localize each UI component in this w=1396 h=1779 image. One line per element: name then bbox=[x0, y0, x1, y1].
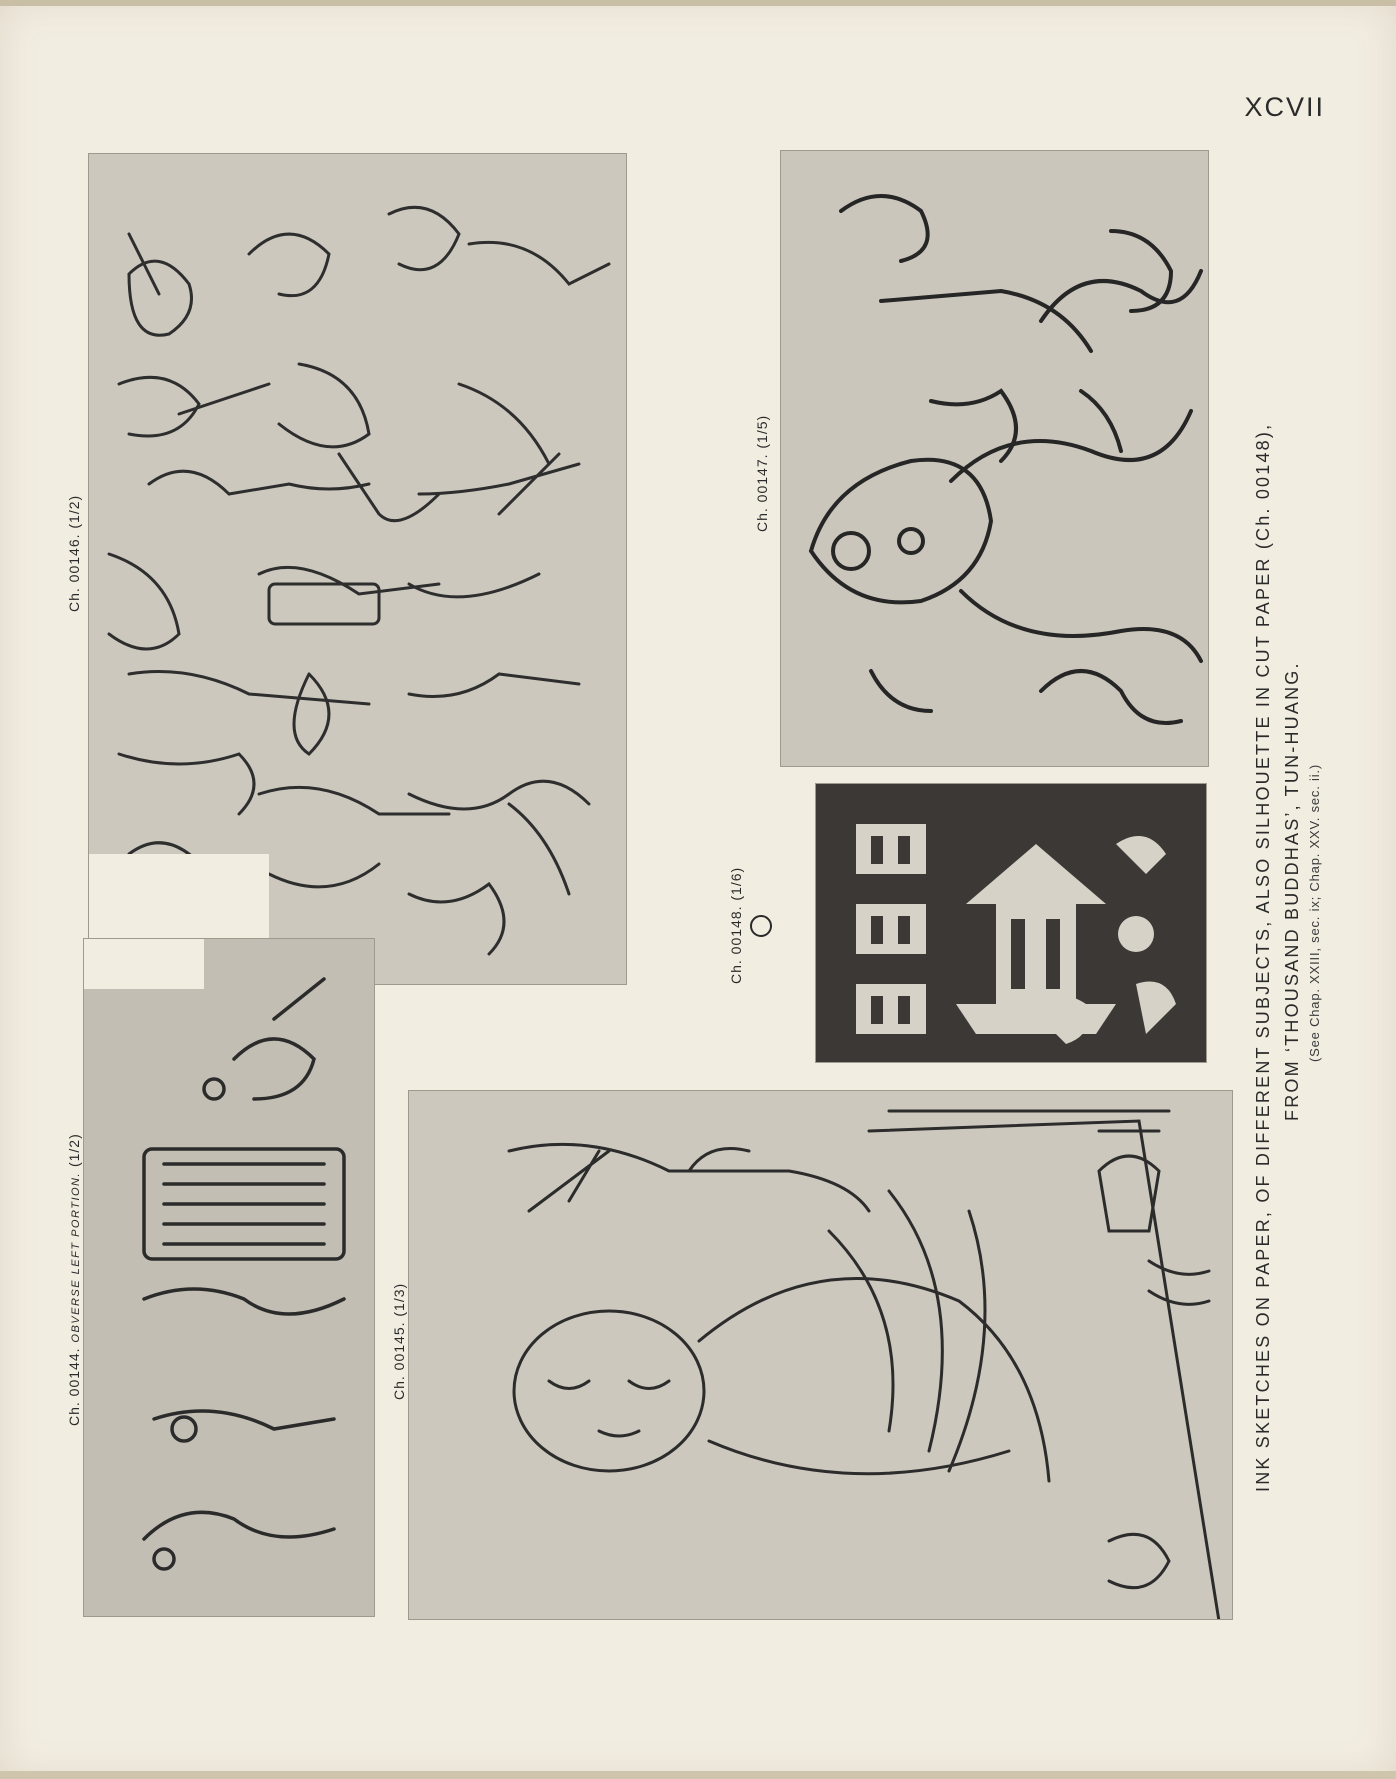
plate-title-line-2: FROM ‘THOUSAND BUDDHAS’, TUN-HUANG. bbox=[1282, 661, 1302, 1121]
figure-ch-00144-image bbox=[83, 938, 375, 1617]
caption-ch-00148 bbox=[728, 867, 744, 984]
caption-ch-00146-scale: (1/2) bbox=[66, 494, 82, 529]
page-bottom-edge bbox=[0, 1771, 1396, 1779]
figure-ch-00145-image bbox=[408, 1090, 1233, 1620]
caption-ch-00146-id: Ch. 00146. bbox=[66, 533, 82, 612]
caption-ch-00147 bbox=[754, 415, 770, 532]
caption-ch-00148-id: Ch. 00148. bbox=[728, 905, 744, 984]
caption-ch-00144-id: Ch. 00144. bbox=[66, 1347, 82, 1426]
figure-ch-00148-image bbox=[815, 783, 1207, 1063]
plate-number: XCVII bbox=[1244, 92, 1325, 122]
caption-ch-00144-scale: (1/2) bbox=[66, 1133, 82, 1168]
caption-ch-00146 bbox=[66, 495, 82, 612]
figure-ch-00146-image bbox=[88, 153, 627, 985]
caption-ch-00145 bbox=[391, 1283, 407, 1400]
caption-ch-00144-extra: OBVERSE LEFT PORTION. bbox=[70, 1171, 82, 1343]
caption-ch-00145-scale: (1/3) bbox=[391, 1282, 407, 1317]
figure-ch-00147-image bbox=[780, 150, 1209, 767]
caption-ch-00147-scale: (1/5) bbox=[754, 414, 770, 449]
caption-ch-00148-scale: (1/6) bbox=[728, 866, 744, 901]
silhouette-tie-knot bbox=[750, 915, 772, 937]
plate-title-line-1: INK SKETCHES ON PAPER, OF DIFFERENT SUBJECTS, ALSO SILHOUETTE IN CUT PAPER (Ch. 00148), bbox=[1253, 422, 1273, 1492]
caption-ch-00144 bbox=[66, 1133, 82, 1426]
page-top-edge bbox=[0, 0, 1396, 6]
caption-ch-00147-id: Ch. 00147. bbox=[754, 453, 770, 532]
plate-reference-note: (See Chap. XXIII, sec. ix; Chap. XXV. sec. ii.) bbox=[1307, 764, 1322, 1062]
caption-ch-00145-id: Ch. 00145. bbox=[391, 1321, 407, 1400]
